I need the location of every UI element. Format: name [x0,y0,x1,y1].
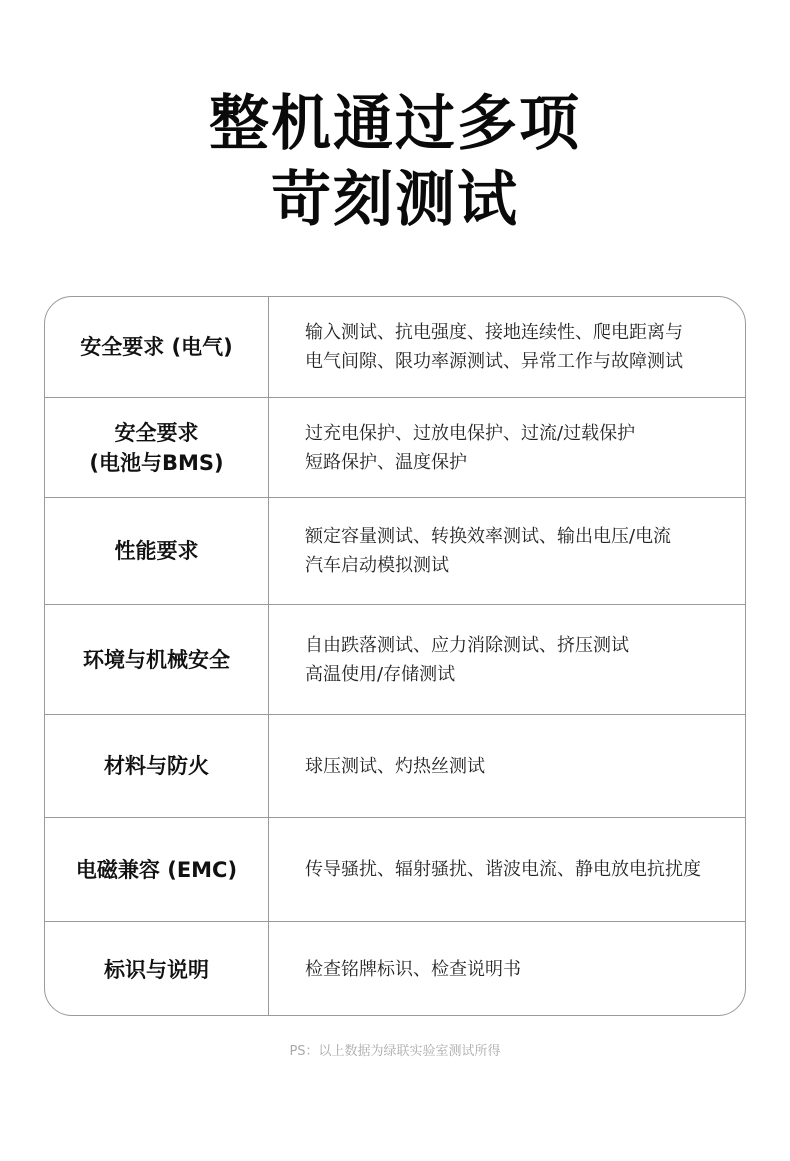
row-category [76,855,237,885]
detail-line: 过充电保护、过放电保护、过流/过载保护 [305,422,636,444]
detail-line: 传导骚扰、辐射骚扰、谐波电流、静电放电抗扰度 [305,859,701,880]
category-line: 材料与防火 [104,754,209,778]
row-category-cell [45,498,269,604]
detail-line: 自由跌落测试、应力消除测试、挤压测试 [305,634,629,656]
detail-line: 额定容量测试、转换效率测试、输出电压/电流 [305,526,672,547]
row-details [305,818,739,921]
test-table [44,296,746,1016]
row-details [305,715,739,817]
category-line: 性能要求 [114,539,199,563]
category-line: 标识与说明 [104,957,209,982]
row-category-cell [45,715,269,817]
row-category [80,332,233,362]
row-details [305,922,739,1016]
table-row-battery-safety [45,398,745,498]
detail-line: 检查铭牌标识、检查说明书 [305,959,521,980]
category-line: 安全要求 [114,420,199,445]
detail-line: 汽车启动模拟测试 [305,555,449,576]
row-category [89,418,223,478]
table-row-materials-fire [45,715,745,818]
detail-line: 输入测试、抗电强度、接地连续性、爬电距离与 [305,322,683,343]
category-line: 环境与机械安全 [83,647,230,672]
row-category-cell [45,922,269,1016]
row-category [104,955,209,985]
row-category [83,645,230,675]
table-row-emc [45,818,745,922]
category-line: 安全要求 (电气) [80,335,233,359]
row-category-cell [45,398,269,497]
footnote: PS：以上数据为绿联实验室测试所得 [289,1044,501,1059]
detail-line: 短路保护、温度保护 [305,451,467,473]
row-details [305,297,739,397]
table-row-performance [45,498,745,605]
detail-line: 电气间隙、限功率源测试、异常工作与故障测试 [305,351,683,372]
table-row-electrical-safety [45,297,745,398]
table-row-labeling [45,922,745,1016]
row-category-cell [45,818,269,921]
row-details [305,498,739,604]
row-details [305,398,739,497]
detail-line: 高温使用/存储测试 [305,663,456,685]
category-line: (电池与BMS) [89,450,224,475]
detail-line: 球压测试、灼热丝测试 [305,755,485,777]
page-title-line-2: 苛刻测试 [271,165,519,235]
table-row-environment-mechanical [45,605,745,715]
row-category [104,751,209,781]
page-title-line-1: 整机通过多项 [209,89,581,159]
row-category [115,536,199,566]
row-details [305,605,739,714]
row-category-cell [45,605,269,714]
row-category-cell [45,297,269,397]
category-line: 电磁兼容 (EMC) [75,857,238,882]
